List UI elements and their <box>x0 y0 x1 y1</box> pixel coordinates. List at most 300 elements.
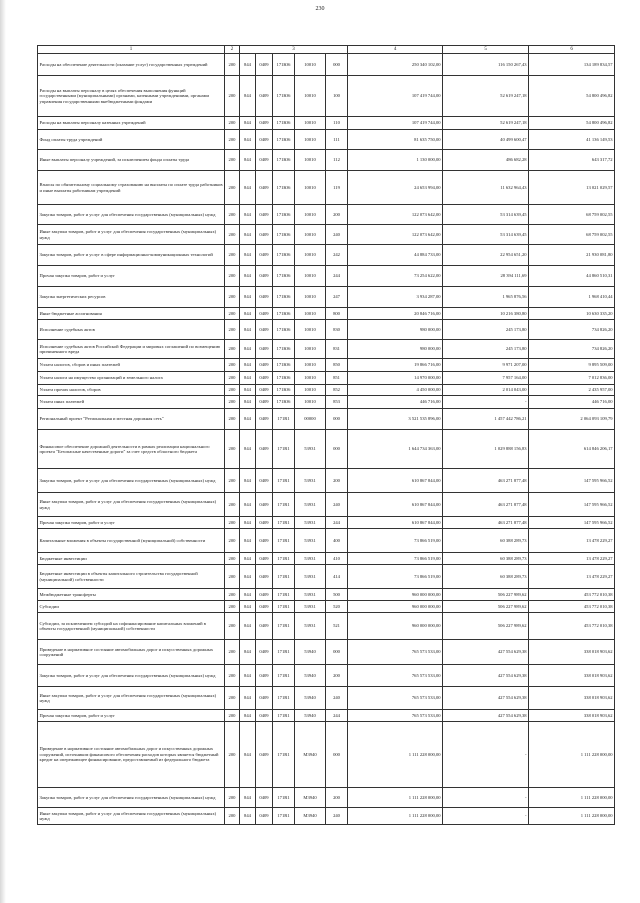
table-row <box>38 320 615 340</box>
row-code-cell: 0409 <box>256 396 273 409</box>
row-code-cell: 851 <box>326 372 348 385</box>
row-code-cell: 0409 <box>256 340 273 359</box>
row-amount-cell: 1 111 228 000,00 <box>348 722 443 788</box>
row-amount-cell: 2 435 957,00 <box>529 385 615 396</box>
row-code-cell: 171Ю6 <box>273 308 295 320</box>
table-row <box>38 517 615 529</box>
row-code-cell: 0409 <box>256 320 273 340</box>
row-code-cell: М3940 <box>295 788 326 808</box>
row-amount-cell: 20 846 716,00 <box>348 308 443 320</box>
table-row <box>38 308 615 320</box>
table-row <box>38 808 615 825</box>
row-amount-cell: 614 846 206,17 <box>529 430 615 469</box>
row-code-cell: 0409 <box>256 130 273 150</box>
row-code-cell: 171R1 <box>273 517 295 529</box>
row-code-cell: 200 <box>225 320 240 340</box>
row-code-cell: 100 <box>326 76 348 117</box>
row-amount-cell: 486 682,28 <box>443 150 529 171</box>
table-row <box>38 601 615 613</box>
row-code-cell: 171R1 <box>273 640 295 665</box>
table-row <box>38 117 615 130</box>
row-code-cell: М3940 <box>295 722 326 788</box>
row-code-cell: 844 <box>240 372 256 385</box>
row-code-cell: 53931 <box>295 529 326 553</box>
table-row <box>38 493 615 517</box>
row-code-cell: 53931 <box>295 613 326 640</box>
row-code-cell: 53940 <box>295 640 326 665</box>
row-amount-cell: 245 173,80 <box>443 340 529 359</box>
row-amount-cell: 13 478 229,27 <box>529 553 615 565</box>
row-amount-cell: 427 554 629,38 <box>443 687 529 710</box>
row-code-cell: 0409 <box>256 469 273 493</box>
row-code-cell: 0409 <box>256 493 273 517</box>
row-code-cell: 844 <box>240 340 256 359</box>
table-row <box>38 340 615 359</box>
header-cell: 2 <box>225 46 240 54</box>
row-code-cell: 53931 <box>295 565 326 589</box>
row-amount-cell: 122 073 642,00 <box>348 225 443 245</box>
row-name-cell: Иные закупки товаров, работ и услуг для обеспечения государственных (муниципальных) нужд <box>38 808 225 825</box>
row-amount-cell: 24 653 994,00 <box>348 171 443 205</box>
row-code-cell: 171R1 <box>273 430 295 469</box>
row-code-cell: 200 <box>225 529 240 553</box>
row-code-cell: 844 <box>240 308 256 320</box>
row-amount-cell: 53 314 639,45 <box>443 225 529 245</box>
row-code-cell: 844 <box>240 640 256 665</box>
table-row <box>38 372 615 385</box>
row-amount-cell: 1 111 228 000,00 <box>348 808 443 825</box>
row-code-cell: 200 <box>225 493 240 517</box>
row-amount-cell: 21 930 081,80 <box>529 245 615 266</box>
row-amount-cell: 60 388 289,73 <box>443 565 529 589</box>
row-amount-cell: 22 954 651,20 <box>443 245 529 266</box>
row-amount-cell: 1 111 228 000,00 <box>529 808 615 825</box>
row-code-cell: 844 <box>240 788 256 808</box>
row-code-cell: 200 <box>225 54 240 76</box>
row-code-cell: 0409 <box>256 385 273 396</box>
row-code-cell: 53931 <box>295 589 326 601</box>
row-amount-cell: 610 867 844,00 <box>348 517 443 529</box>
row-amount-cell: - <box>443 396 529 409</box>
row-code-cell: 171R1 <box>273 529 295 553</box>
row-code-cell: 844 <box>240 76 256 117</box>
row-name-cell: Уплата налога на имущество организаций и земельного налога <box>38 372 225 385</box>
header-cell: 6 <box>529 46 615 54</box>
table-row <box>38 687 615 710</box>
row-code-cell: 171R1 <box>273 409 295 430</box>
row-code-cell: 0409 <box>256 710 273 722</box>
row-code-cell: 53931 <box>295 601 326 613</box>
row-code-cell: 200 <box>225 372 240 385</box>
row-code-cell: 10010 <box>295 385 326 396</box>
row-code-cell: 0409 <box>256 640 273 665</box>
row-amount-cell: - <box>443 722 529 788</box>
row-code-cell: 171Ю6 <box>273 396 295 409</box>
row-code-cell: 240 <box>326 225 348 245</box>
row-amount-cell: 1 457 442 786,21 <box>443 409 529 430</box>
row-amount-cell: 19 866 716,00 <box>348 359 443 372</box>
row-code-cell: 200 <box>225 171 240 205</box>
row-code-cell: 171R1 <box>273 665 295 687</box>
row-amount-cell: 52 619 247,18 <box>443 76 529 117</box>
table-row <box>38 54 615 76</box>
row-name-cell: Исполнение судебных актов <box>38 320 225 340</box>
row-amount-cell: 81 635 750,00 <box>348 130 443 150</box>
table-row <box>38 225 615 245</box>
row-amount-cell: 338 018 903,62 <box>529 640 615 665</box>
row-amount-cell: 73 866 519,00 <box>348 529 443 553</box>
row-amount-cell: 68 759 002,55 <box>529 225 615 245</box>
row-code-cell: 844 <box>240 396 256 409</box>
row-code-cell: 521 <box>326 613 348 640</box>
row-code-cell: 0409 <box>256 308 273 320</box>
row-amount-cell: 1 965 876,56 <box>443 287 529 308</box>
row-amount-cell: 9 895 509,00 <box>529 359 615 372</box>
row-code-cell: 53940 <box>295 665 326 687</box>
row-amount-cell: 463 271 877,48 <box>443 517 529 529</box>
header-cell: 5 <box>443 46 529 54</box>
row-code-cell: 171Ю6 <box>273 130 295 150</box>
row-amount-cell: 734 826,20 <box>529 340 615 359</box>
row-code-cell: 00000 <box>295 409 326 430</box>
row-code-cell: 830 <box>326 320 348 340</box>
row-code-cell: 200 <box>225 409 240 430</box>
row-name-cell: Уплата налогов, сборов и иных платежей <box>38 359 225 372</box>
row-code-cell: 831 <box>326 340 348 359</box>
row-name-cell: Региональный проект "Региональная и местная дорожная сеть" <box>38 409 225 430</box>
row-name-cell: Субсидии <box>38 601 225 613</box>
row-code-cell: 240 <box>326 493 348 517</box>
row-amount-cell: 52 619 247,18 <box>443 117 529 130</box>
row-amount-cell: 765 573 533,00 <box>348 665 443 687</box>
row-code-cell: 10010 <box>295 359 326 372</box>
row-code-cell: 844 <box>240 287 256 308</box>
row-code-cell: 119 <box>326 171 348 205</box>
row-code-cell: 0409 <box>256 687 273 710</box>
row-code-cell: 0409 <box>256 225 273 245</box>
row-code-cell: 844 <box>240 601 256 613</box>
row-code-cell: 171R1 <box>273 722 295 788</box>
row-amount-cell: 54 800 496,82 <box>529 76 615 117</box>
row-amount-cell: 107 419 744,00 <box>348 117 443 130</box>
row-code-cell: 844 <box>240 266 256 287</box>
row-code-cell: 844 <box>240 385 256 396</box>
row-amount-cell: 960 000 000,00 <box>348 601 443 613</box>
row-amount-cell: 147 595 966,52 <box>529 493 615 517</box>
row-amount-cell: 68 759 002,55 <box>529 205 615 225</box>
row-name-cell: Расходы на обеспечение деятельности (оказание услуг) государственных учреждений <box>38 54 225 76</box>
row-name-cell: Приведение в нормативное состояние автомобильных дорог и искусственных дорожных сооружений <box>38 640 225 665</box>
row-code-cell: 844 <box>240 130 256 150</box>
row-code-cell: 0409 <box>256 372 273 385</box>
row-code-cell: 10010 <box>295 308 326 320</box>
row-code-cell: 0409 <box>256 665 273 687</box>
table-row <box>38 710 615 722</box>
row-amount-cell: 73 866 519,00 <box>348 553 443 565</box>
row-code-cell: 171R1 <box>273 710 295 722</box>
row-amount-cell: 40 499 600,47 <box>443 130 529 150</box>
row-amount-cell: 14 970 000,00 <box>348 372 443 385</box>
row-amount-cell: 643 317,72 <box>529 150 615 171</box>
row-code-cell: 10010 <box>295 245 326 266</box>
row-code-cell: 53931 <box>295 553 326 565</box>
row-code-cell: 10010 <box>295 117 326 130</box>
row-amount-cell: 1 029 888 156,83 <box>443 430 529 469</box>
row-code-cell: 200 <box>225 359 240 372</box>
row-code-cell: 800 <box>326 308 348 320</box>
row-code-cell: 200 <box>225 340 240 359</box>
row-amount-cell: 506 227 989,62 <box>443 589 529 601</box>
row-code-cell: 171Ю6 <box>273 287 295 308</box>
budget-table <box>37 45 615 825</box>
row-code-cell: 0409 <box>256 359 273 372</box>
row-amount-cell: 60 388 289,73 <box>443 553 529 565</box>
row-amount-cell: 1 111 228 000,00 <box>348 788 443 808</box>
row-name-cell: Закупка товаров, работ и услуг для обеспечения государственных (муниципальных) нужд <box>38 205 225 225</box>
row-code-cell: 240 <box>326 687 348 710</box>
row-code-cell: 171Ю6 <box>273 359 295 372</box>
row-amount-cell: 13 021 029,57 <box>529 171 615 205</box>
row-name-cell: Финансовое обеспечение дорожной деятельности в рамках реализации национального проекта "Безопасные качественные дороги" за счет средств областного бюджета <box>38 430 225 469</box>
row-amount-cell: 4 450 000,00 <box>348 385 443 396</box>
row-code-cell: 0409 <box>256 205 273 225</box>
row-name-cell: Закупка товаров, работ и услуг в сфере информационно-коммуникационных технологий <box>38 245 225 266</box>
row-amount-cell: 1 644 734 363,00 <box>348 430 443 469</box>
row-amount-cell: 134 189 834,57 <box>529 54 615 76</box>
row-code-cell: 844 <box>240 245 256 266</box>
row-code-cell: 10010 <box>295 340 326 359</box>
row-name-cell: Иные закупки товаров, работ и услуг для обеспечения государственных (муниципальных) нужд <box>38 225 225 245</box>
row-code-cell: 10010 <box>295 54 326 76</box>
row-name-cell: Межбюджетные трансферты <box>38 589 225 601</box>
row-amount-cell: 338 018 903,62 <box>529 665 615 687</box>
header-cell: 3 <box>240 46 348 54</box>
row-code-cell: 0409 <box>256 601 273 613</box>
row-code-cell: М3940 <box>295 808 326 825</box>
row-amount-cell: 765 573 533,00 <box>348 710 443 722</box>
row-code-cell: 0409 <box>256 430 273 469</box>
row-code-cell: 844 <box>240 589 256 601</box>
row-amount-cell: 7 957 164,00 <box>443 372 529 385</box>
row-name-cell: Иные закупки товаров, работ и услуг для обеспечения государственных (муниципальных) нужд <box>38 493 225 517</box>
row-code-cell: 53940 <box>295 710 326 722</box>
table-row <box>38 529 615 553</box>
row-name-cell: Иные бюджетные ассигнования <box>38 308 225 320</box>
row-code-cell: 200 <box>225 308 240 320</box>
row-amount-cell: 506 227 989,62 <box>443 601 529 613</box>
row-code-cell: 200 <box>225 517 240 529</box>
row-name-cell: Прочая закупка товаров, работ и услуг <box>38 517 225 529</box>
row-amount-cell: 980 000,00 <box>348 320 443 340</box>
row-code-cell: 10010 <box>295 150 326 171</box>
row-amount-cell: 3 521 535 896,00 <box>348 409 443 430</box>
row-amount-cell: 610 867 844,00 <box>348 469 443 493</box>
row-name-cell: Закупка товаров, работ и услуг для обеспечения государственных (муниципальных) нужд <box>38 665 225 687</box>
row-code-cell: 171R1 <box>273 589 295 601</box>
row-code-cell: 10010 <box>295 396 326 409</box>
table-row <box>38 76 615 117</box>
row-amount-cell: 1 111 228 000,00 <box>529 788 615 808</box>
row-amount-cell: 53 314 639,45 <box>443 205 529 225</box>
row-code-cell: 53931 <box>295 493 326 517</box>
row-code-cell: 853 <box>326 396 348 409</box>
row-code-cell: 200 <box>225 396 240 409</box>
row-code-cell: 000 <box>326 640 348 665</box>
row-code-cell: 171Ю6 <box>273 54 295 76</box>
row-code-cell: 0409 <box>256 287 273 308</box>
row-code-cell: 200 <box>225 225 240 245</box>
row-amount-cell: 463 271 877,48 <box>443 493 529 517</box>
row-amount-cell: 765 573 533,00 <box>348 687 443 710</box>
row-code-cell: 10010 <box>295 205 326 225</box>
row-code-cell: 844 <box>240 409 256 430</box>
row-code-cell: 0409 <box>256 409 273 430</box>
row-code-cell: 844 <box>240 430 256 469</box>
row-code-cell: 10010 <box>295 372 326 385</box>
row-code-cell: 10010 <box>295 266 326 287</box>
row-name-cell: Уплата иных платежей <box>38 396 225 409</box>
table-row <box>38 205 615 225</box>
row-name-cell: Иные выплаты персоналу учреждений, за исключением фонда оплаты труда <box>38 150 225 171</box>
row-code-cell: 200 <box>225 808 240 825</box>
row-amount-cell: 11 632 964,43 <box>443 171 529 205</box>
row-code-cell: 10010 <box>295 76 326 117</box>
row-code-cell: 171R1 <box>273 808 295 825</box>
row-code-cell: 110 <box>326 117 348 130</box>
row-code-cell: 852 <box>326 385 348 396</box>
row-code-cell: 200 <box>225 553 240 565</box>
table-row <box>38 665 615 687</box>
row-amount-cell: 453 772 010,38 <box>529 613 615 640</box>
row-code-cell: 200 <box>326 205 348 225</box>
row-amount-cell: 1 111 228 000,00 <box>529 722 615 788</box>
row-code-cell: 0409 <box>256 788 273 808</box>
row-code-cell: 200 <box>225 589 240 601</box>
row-name-cell: Расходы на выплаты персоналу казенных учреждений <box>38 117 225 130</box>
row-code-cell: 000 <box>326 409 348 430</box>
row-code-cell: 844 <box>240 710 256 722</box>
row-amount-cell: 107 419 744,00 <box>348 76 443 117</box>
row-code-cell: 200 <box>225 287 240 308</box>
row-code-cell: 171R1 <box>273 565 295 589</box>
row-code-cell: 000 <box>326 722 348 788</box>
row-code-cell: 520 <box>326 601 348 613</box>
row-amount-cell: 28 394 111,69 <box>443 266 529 287</box>
row-code-cell: 171Ю6 <box>273 117 295 130</box>
row-code-cell: 844 <box>240 517 256 529</box>
row-amount-cell: 506 227 989,62 <box>443 613 529 640</box>
row-name-cell: Исполнение судебных актов Российской Федерации и мировых соглашений по возмещению причиненного вреда <box>38 340 225 359</box>
header-cell: 1 <box>38 46 225 54</box>
row-code-cell: 0409 <box>256 517 273 529</box>
row-code-cell: 844 <box>240 808 256 825</box>
row-code-cell: 0409 <box>256 553 273 565</box>
row-amount-cell: 250 340 102,00 <box>348 54 443 76</box>
row-amount-cell: 446 716,00 <box>348 396 443 409</box>
row-amount-cell: 122 073 642,00 <box>348 205 443 225</box>
row-code-cell: 240 <box>326 808 348 825</box>
row-code-cell: 53931 <box>295 517 326 529</box>
row-code-cell: 000 <box>326 54 348 76</box>
row-code-cell: 171Ю6 <box>273 150 295 171</box>
row-code-cell: 844 <box>240 665 256 687</box>
row-amount-cell: 734 826,20 <box>529 320 615 340</box>
row-amount-cell: 9 971 207,00 <box>443 359 529 372</box>
row-amount-cell: 10 216 380,80 <box>443 308 529 320</box>
row-code-cell: 171R1 <box>273 687 295 710</box>
row-code-cell: 112 <box>326 150 348 171</box>
row-code-cell: 171Ю6 <box>273 245 295 266</box>
row-code-cell: 200 <box>225 205 240 225</box>
row-code-cell: 850 <box>326 359 348 372</box>
row-code-cell: 844 <box>240 529 256 553</box>
page-number: 230 <box>315 6 325 12</box>
row-code-cell: 171R1 <box>273 553 295 565</box>
row-code-cell: 200 <box>225 710 240 722</box>
row-name-cell: Взносы по обязательному социальному страхованию на выплаты по оплате труда работников и иные выплаты работникам учреждений <box>38 171 225 205</box>
row-amount-cell: 60 388 289,73 <box>443 529 529 553</box>
row-amount-cell: 610 867 844,00 <box>348 493 443 517</box>
row-code-cell: 200 <box>225 150 240 171</box>
row-code-cell: 10010 <box>295 287 326 308</box>
row-code-cell: 111 <box>326 130 348 150</box>
row-code-cell: 200 <box>225 613 240 640</box>
row-code-cell: 844 <box>240 117 256 130</box>
row-amount-cell: 44 884 733,00 <box>348 245 443 266</box>
row-name-cell: Бюджетные инвестиции <box>38 553 225 565</box>
row-code-cell: 0409 <box>256 613 273 640</box>
row-code-cell: 844 <box>240 150 256 171</box>
table-row <box>38 430 615 469</box>
row-name-cell: Иные закупки товаров, работ и услуг для обеспечения государственных (муниципальных) нужд <box>38 687 225 710</box>
row-code-cell: 171R1 <box>273 469 295 493</box>
table-row <box>38 640 615 665</box>
row-amount-cell: 427 554 629,38 <box>443 640 529 665</box>
row-code-cell: 200 <box>225 469 240 493</box>
row-code-cell: 0409 <box>256 589 273 601</box>
row-amount-cell: 10 630 335,20 <box>529 308 615 320</box>
row-code-cell: 200 <box>225 665 240 687</box>
row-code-cell: 53931 <box>295 430 326 469</box>
row-code-cell: 200 <box>225 722 240 788</box>
row-code-cell: 53931 <box>295 469 326 493</box>
table-row <box>38 287 615 308</box>
row-code-cell: 200 <box>326 788 348 808</box>
table-row <box>38 589 615 601</box>
row-amount-cell: 13 478 229,27 <box>529 529 615 553</box>
row-amount-cell: 1 130 000,00 <box>348 150 443 171</box>
row-amount-cell: 338 018 903,62 <box>529 687 615 710</box>
table-row <box>38 359 615 372</box>
row-name-cell: Приведение в нормативное состояние автомобильных дорог и искусственных дорожных сооружений, источником финансового обеспечения расходов которых является бюджетный кредит на опережающее финансирование, предоставляемый из федерального бюджета <box>38 722 225 788</box>
row-code-cell: 10010 <box>295 130 326 150</box>
row-code-cell: 171Ю6 <box>273 320 295 340</box>
table-row <box>38 565 615 589</box>
row-code-cell: 200 <box>225 117 240 130</box>
row-amount-cell: 1 968 410,44 <box>529 287 615 308</box>
row-code-cell: 200 <box>225 601 240 613</box>
row-amount-cell: 960 000 000,00 <box>348 589 443 601</box>
row-code-cell: 0409 <box>256 565 273 589</box>
row-code-cell: 0409 <box>256 54 273 76</box>
table-row <box>38 469 615 493</box>
row-name-cell: Уплата прочих налогов, сборов <box>38 385 225 396</box>
row-code-cell: 200 <box>326 665 348 687</box>
row-code-cell: 844 <box>240 565 256 589</box>
row-amount-cell: 980 000,00 <box>348 340 443 359</box>
row-code-cell: 171Ю6 <box>273 205 295 225</box>
row-amount-cell: - <box>443 808 529 825</box>
